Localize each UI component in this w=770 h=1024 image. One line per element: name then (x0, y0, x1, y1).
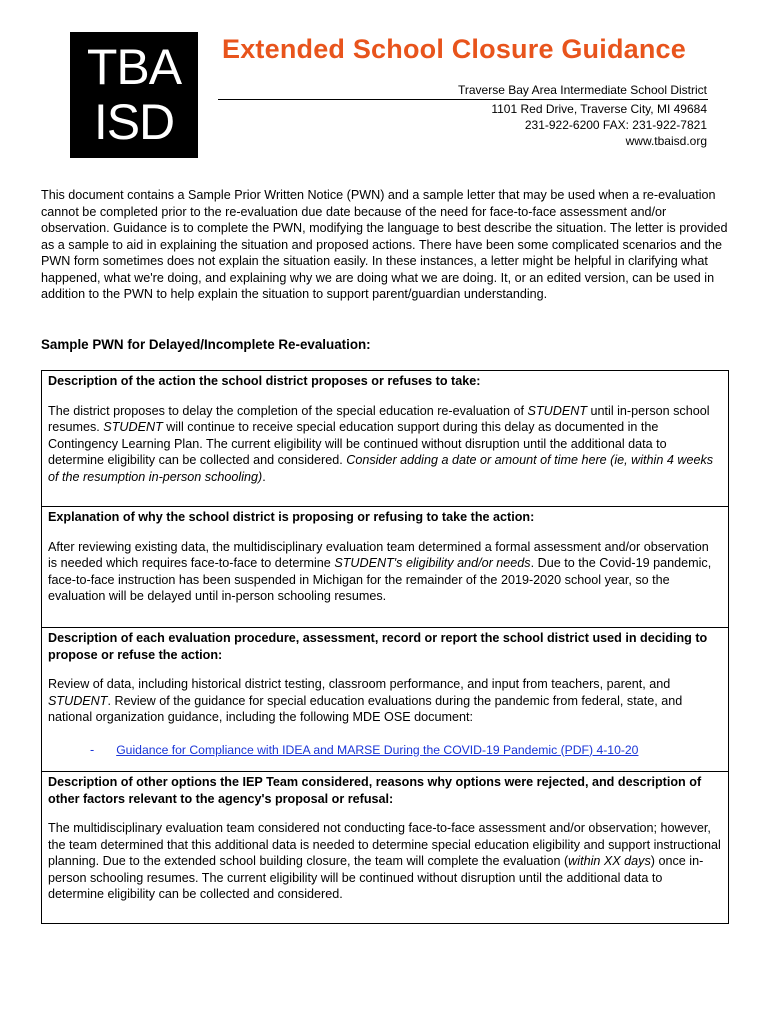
phone-fax: 231-922-6200 FAX: 231-922-7821 (524, 118, 707, 132)
pwn-row-explanation (42, 506, 728, 627)
row-heading: Description of each evaluation procedure, assessment, record or report the school district used in deciding to propose or refuse the action: (48, 631, 708, 662)
pwn-row-procedures (42, 627, 728, 771)
intro-text: This document contains a Sample Prior Written Notice (PWN) and a sample letter that may be used when a re-evaluation cannot be completed prior to the re-evaluation due date because of the need for face-to-face assessment and/or observation. Guidance is to complete the PWN, modifying the language to best describe the situation. The letter is provided as a sample to aid in explaining the situation and proposed actions. There have been some complicated scenarios and the PWN form sometimes does not explain the situation easily. In these instances, a letter might be helpful in clarifying what happened, what we're doing, and explaining why we are doing what we are doing. It, or an edited version, can be used in addition to the PWN to help explain the situation to support parent/guardian understanding. (41, 188, 728, 301)
row-body: The district proposes to delay the completion of the special education re-evaluation of STUDENT until in-person school resumes. STUDENT will continue to receive special education support during this delay as documented in the Contingency Learning Plan. The current eligibility will be continued without disruption until the additional data to determine eligibility can be collected and considered. Consider adding a date or amount of time here (ie, within 4 weeks of the resumption in-person schooling). (48, 403, 714, 484)
street-address: 1101 Red Drive, Traverse City, MI 49684 (491, 102, 707, 116)
row-heading: Description of other options the IEP Team considered, reasons why options were rejected, and description of other factors relevant to the agency's proposal or refusal: (48, 775, 702, 806)
list-dash: - (90, 742, 95, 757)
row-body: Review of data, including historical district testing, classroom performance, and input from teachers, parent, and STUDENT. Review of the guidance for special education evaluations during the pandemic from federal, state, and national organization guidance, including the following MDE OSE document: (48, 677, 683, 724)
pwn-row-action (42, 371, 728, 506)
tbaisd-logo (70, 32, 198, 158)
logo-line-2: ISD (93, 94, 175, 150)
mde-guidance-link[interactable]: Guidance for Compliance with IDEA and MARSE During the COVID-19 Pandemic (PDF) 4-10-20 (116, 742, 639, 757)
row-body: After reviewing existing data, the multidisciplinary evaluation team determined a formal assessment and/or observation is needed which requires face-to-face to determine STUDENT's eligibility and/or needs. Due to the Covid-19 pandemic, face-to-face instruction has been suspended in Michigan for the remainder of the 2019-2020 school year, so the evaluation will be delayed until in-person schooling resumes. (48, 539, 712, 603)
logo-line-1: TBA (86, 39, 182, 95)
district-address-block (458, 82, 707, 149)
page-title: Extended School Closure Guidance (222, 34, 686, 64)
row-heading: Explanation of why the school district is proposing or refusing to take the action: (48, 510, 535, 524)
website: www.tbaisd.org (625, 134, 707, 148)
guidance-link-item (90, 742, 721, 759)
pwn-table (41, 370, 729, 924)
section-heading: Sample PWN for Delayed/Incomplete Re-evaluation: (41, 337, 371, 352)
row-body: The multidisciplinary evaluation team considered not conducting face-to-face assessment and/or observation; however, the team determined that this additional data is needed to determine special education eligibility and support instructional planning. Due to the extended school building closure, the team will complete the evaluation (within XX days) once in-person schooling resumes. The current eligibility will be continued without disruption until the additional data to determine eligibility can be collected and considered. (48, 821, 721, 901)
intro-paragraph (41, 187, 731, 303)
district-name: Traverse Bay Area Intermediate School District (458, 83, 707, 97)
row-heading: Description of the action the school district proposes or refuses to take: (48, 374, 481, 388)
pwn-row-other-options (42, 771, 728, 923)
